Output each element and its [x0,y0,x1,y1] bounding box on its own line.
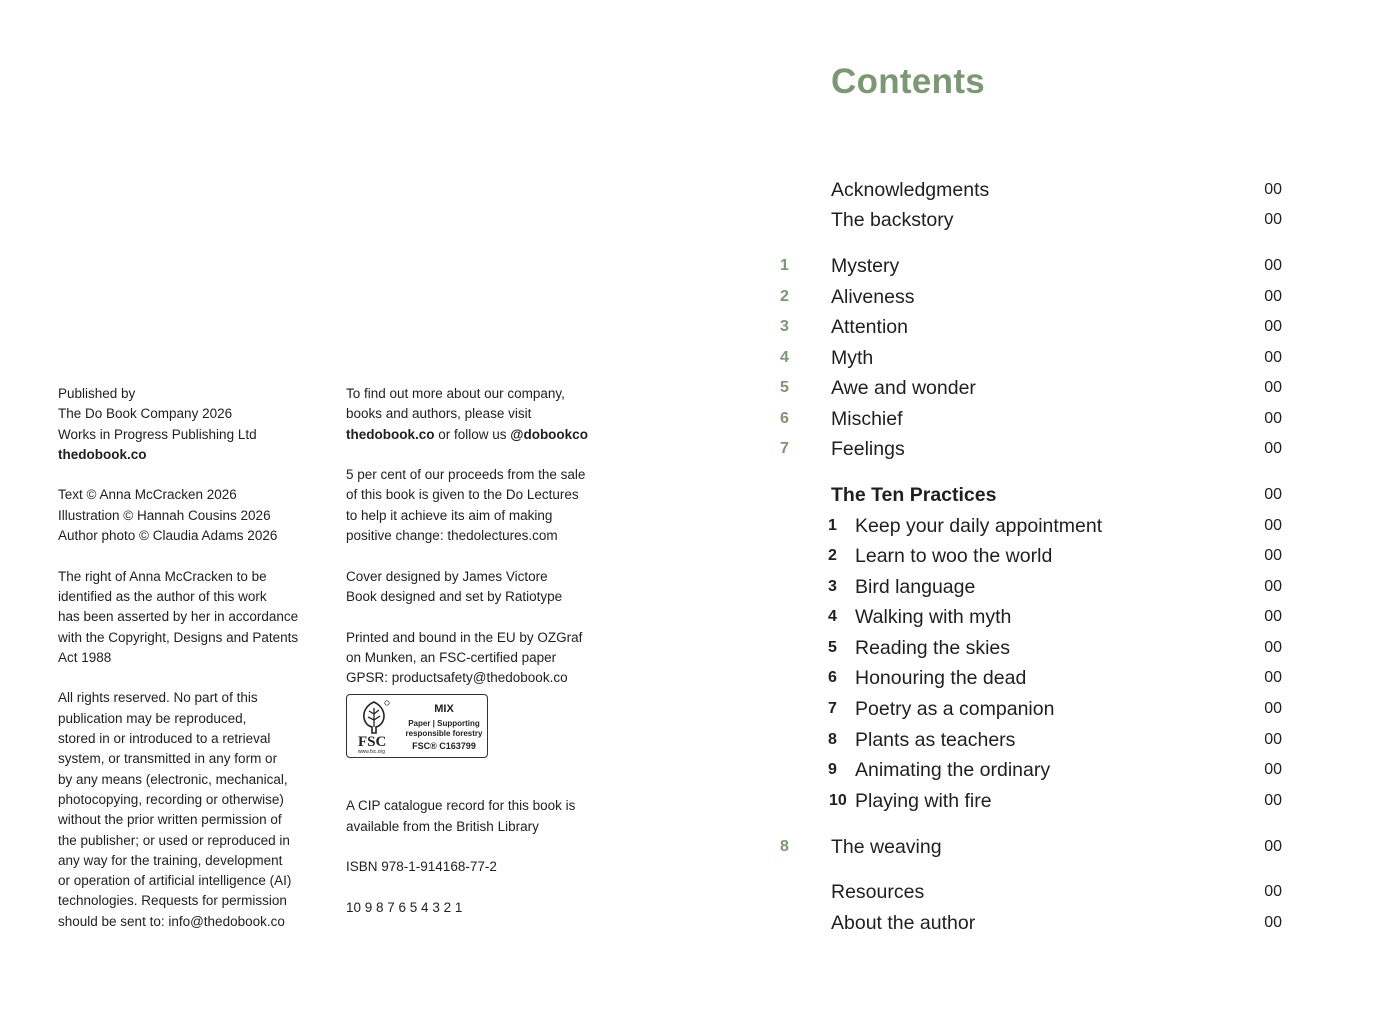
text-line: 5 per cent of our proceeds from the sale [346,467,586,483]
credit-text: Text © Anna McCracken 2026 [58,487,237,503]
toc-page: 00 [1264,700,1282,717]
text-line: Act 1988 [58,649,112,665]
practice-number: 5 [828,639,837,656]
toc-page: 00 [1264,792,1282,809]
social-handle[interactable]: @dobookco [510,426,588,442]
toc-chapter[interactable] [780,312,1284,342]
practice-number: 6 [828,669,837,686]
practice-number: 1 [828,517,837,534]
toc-title: Aliveness [831,286,915,308]
toc-entry[interactable] [780,877,1284,907]
toc-page: 00 [1264,731,1282,748]
toc-chapter[interactable] [780,832,1284,862]
toc-page: 00 [1264,440,1282,457]
fsc-brand: FSC [358,734,387,751]
text-line: A CIP catalogue record for this book is [346,798,576,814]
design-block [346,567,616,608]
text-line: any way for the training, development [58,852,283,868]
toc-practice[interactable] [780,511,1284,541]
toc-entry[interactable] [780,175,1284,205]
chapter-number: 8 [780,838,789,855]
practice-number: 8 [828,731,837,748]
chapter-number: 2 [780,288,789,305]
toc-title: About the author [831,912,976,934]
toc-title: Learn to woo the world [855,545,1053,567]
toc-title: Honouring the dead [855,667,1027,689]
text-line: All rights reserved. No part of this [58,690,258,706]
text-line: by any means (electronic, mechanical, [58,771,288,787]
toc-page: 00 [1264,211,1282,228]
toc-title: Attention [831,316,908,338]
toc-page: 00 [1264,838,1282,855]
toc-title: Mischief [831,408,903,430]
publisher-company: Works in Progress Publishing Ltd [58,426,257,442]
toc-practice[interactable] [780,755,1284,785]
text-line: to help it achieve its aim of making [346,507,553,523]
practice-number: 4 [828,608,837,625]
text-line: of this book is given to the Do Lectures [346,487,579,503]
isbn: ISBN 978-1-914168-77-2 [346,859,497,875]
toc-page: 00 [1264,349,1282,366]
toc-title: Plants as teachers [855,729,1016,751]
toc-page: 00 [1264,318,1282,335]
fsc-logo [346,694,488,758]
moral-rights-block [58,567,328,668]
toc-page: 00 [1264,761,1282,778]
fsc-paper: Paper | Supporting responsible forestry [405,719,483,739]
toc-page: 00 [1264,486,1282,503]
text-line: technologies. Requests for permission [58,893,287,909]
find-out-block [346,384,616,445]
chapter-number: 5 [780,379,789,396]
toc-page: 00 [1264,578,1282,595]
publisher-name: The Do Book Company 2026 [58,406,233,422]
text-line: Cover designed by James Victore [346,568,548,584]
chapter-number: 7 [780,440,789,457]
text-line: The right of Anna McCracken to be [58,568,267,584]
follow-line [346,425,616,445]
toc-practice[interactable] [780,725,1284,755]
toc-practice[interactable] [780,572,1284,602]
chapter-number: 1 [780,257,789,274]
fsc-mix: MIX [434,703,454,716]
follow-text: or follow us [434,426,511,442]
toc-entry[interactable] [780,908,1284,938]
text-line: publication may be reproduced, [58,710,247,726]
toc-page: 00 [1264,517,1282,534]
text-line: photocopying, recording or otherwise) [58,791,284,807]
text-line: Book designed and set by Ratiotype [346,588,563,604]
fsc-tree-icon [357,699,391,737]
text-line: should be sent to: info@thedobook.co [58,913,285,929]
toc-title: Animating the ordinary [855,759,1051,781]
text-line: or operation of artificial intelligence (AI) [58,873,292,889]
toc-page: 00 [1264,288,1282,305]
toc-title: Poetry as a companion [855,698,1055,720]
practice-number: 7 [828,700,837,717]
toc-page: 00 [1264,410,1282,427]
toc-chapter[interactable] [780,434,1284,464]
toc-title: Mystery [831,255,900,277]
toc-section-heading[interactable] [780,480,1284,510]
text-line: Printed and bound in the EU by OZGraf [346,629,583,645]
toc-page: 00 [1264,257,1282,274]
toc-page: 00 [1264,639,1282,656]
cip-block [346,796,616,837]
text-line: GPSR: productsafety@thedobook.co [346,670,568,686]
toc-entry[interactable] [780,205,1284,235]
toc-title: Myth [831,347,874,369]
info-column [346,384,616,939]
credits-block [58,485,328,546]
toc-title: Awe and wonder [831,377,976,399]
printing-line: 10 9 8 7 6 5 4 3 2 1 [346,899,463,915]
toc-page: 00 [1264,181,1282,198]
practice-number: 10 [829,792,847,809]
publisher-website: thedobook.co [58,446,147,462]
toc-practice[interactable] [780,694,1284,724]
toc-title: Bird language [855,576,976,598]
toc-title: Keep your daily appointment [855,515,1103,537]
toc-practice[interactable] [780,633,1284,663]
chapter-number: 6 [780,410,789,427]
text-line: identified as the author of this work [58,588,267,604]
page-title: Contents [831,62,986,101]
proceeds-block [346,465,616,546]
practice-number: 3 [828,578,837,595]
print-block [346,628,616,689]
publisher-block [58,384,328,465]
toc-page: 00 [1264,669,1282,686]
text-line: books and authors, please visit [346,406,532,422]
toc-page: 00 [1264,914,1282,931]
toc-title: The weaving [831,836,942,858]
practice-number: 2 [828,547,837,564]
text-line: on Munken, an FSC-certified paper [346,649,557,665]
toc-title: Reading the skies [855,637,1011,659]
toc-practice[interactable] [780,541,1284,571]
toc-chapter[interactable] [780,343,1284,373]
published-by: Published by [58,386,136,401]
toc-title: Resources [831,881,925,903]
chapter-number: 3 [780,318,789,335]
website-link[interactable]: thedobook.co [346,426,435,442]
text-line: stored in or introduced to a retrieval [58,731,271,747]
imprint-column [58,384,328,952]
text-line: positive change: thedolectures.com [346,528,558,544]
toc-chapter[interactable] [780,404,1284,434]
toc-practice[interactable] [780,786,1284,816]
section-title: The Ten Practices [831,484,997,506]
toc-title: Feelings [831,438,905,460]
toc-page: 00 [1264,547,1282,564]
toc-title: Walking with myth [855,606,1012,628]
text-line: To find out more about our company, [346,386,565,401]
text-line: has been asserted by her in accordance [58,609,299,625]
rights-reserved-block [58,688,328,932]
chapter-number: 4 [780,349,789,366]
practice-number: 9 [828,761,837,778]
credit-illustration: Illustration © Hannah Cousins 2026 [58,507,271,523]
toc-chapter[interactable] [780,282,1284,312]
toc-chapter[interactable] [780,251,1284,281]
credit-photo: Author photo © Claudia Adams 2026 [58,528,278,544]
text-line: available from the British Library [346,818,539,834]
toc-practice[interactable] [780,663,1284,693]
text-line: system, or transmitted in any form or [58,751,278,767]
fsc-url: www.fsc.org [358,749,385,756]
toc-page: 00 [1264,883,1282,900]
text-line: with the Copyright, Designs and Patents [58,629,299,645]
toc-title: Acknowledgments [831,179,990,201]
toc-title: The backstory [831,209,954,231]
toc-chapter[interactable] [780,373,1284,403]
toc-page: 00 [1264,379,1282,396]
fsc-code: FSC® C163799 [412,741,476,752]
toc-page: 00 [1264,608,1282,625]
text-line: the publisher; or used or reproduced in [58,832,290,848]
toc-practice[interactable] [780,602,1284,632]
text-line: without the prior written permission of [58,812,282,828]
toc-title: Playing with fire [855,790,992,812]
